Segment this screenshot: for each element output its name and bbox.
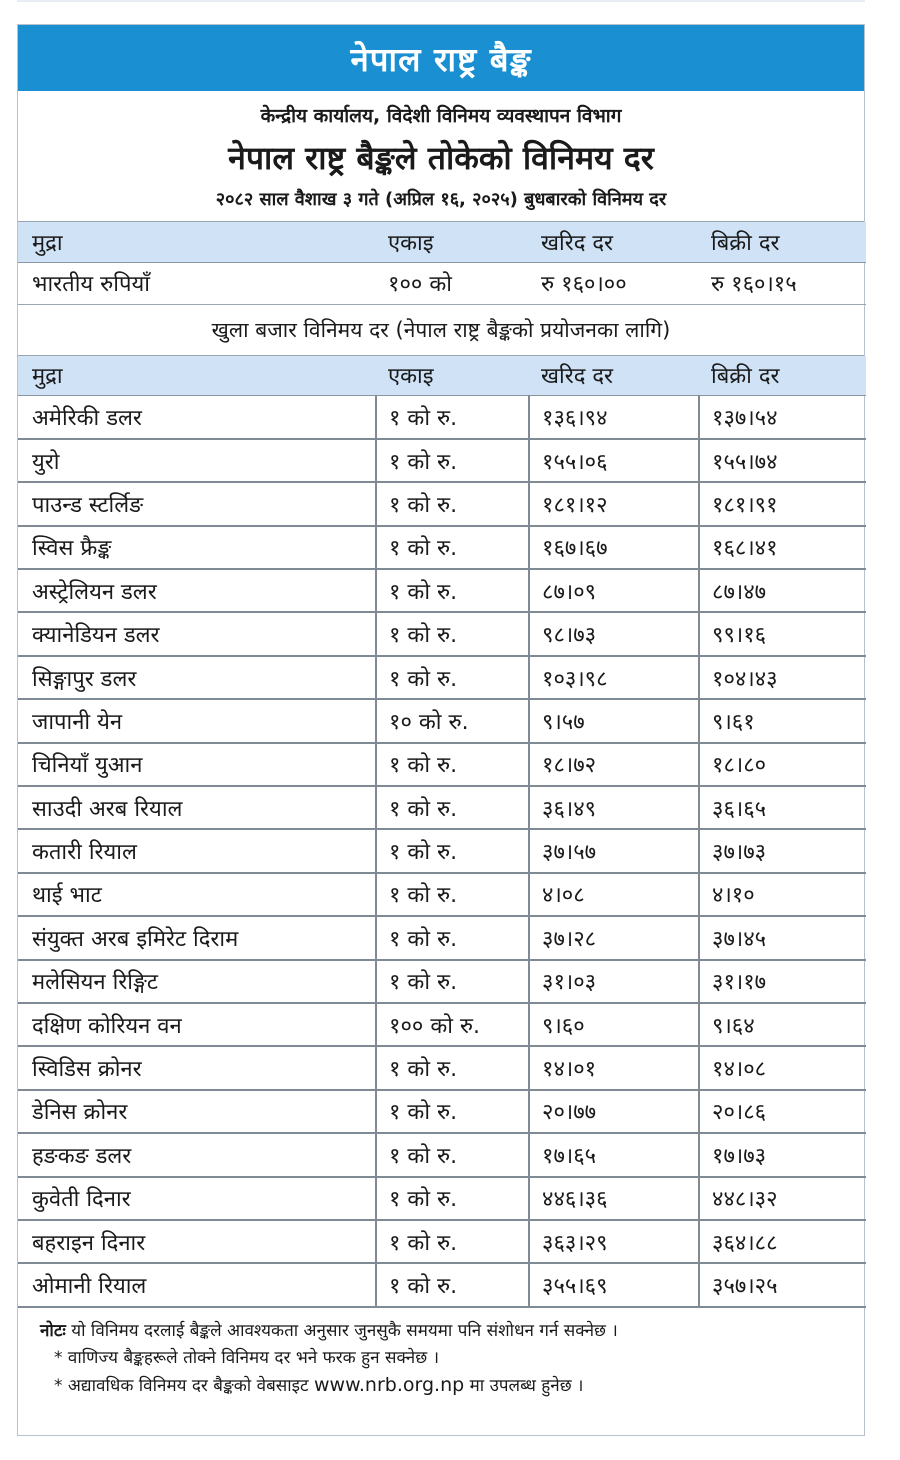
cell-unit: १ को रु.	[376, 526, 529, 569]
col-header-currency: मुद्रा	[18, 222, 376, 262]
cell-sell: ३७।७३	[699, 829, 866, 872]
cell-currency: अस्ट्रेलियन डलर	[18, 569, 376, 612]
table-row	[18, 526, 866, 569]
cell-buy: ३७।५७	[529, 829, 699, 872]
cell-unit: १ को रु.	[376, 1090, 529, 1133]
cell-unit: १ को रु.	[376, 612, 529, 655]
cell-unit: १ को रु.	[376, 482, 529, 525]
cell-currency: साउदी अरब रियाल	[18, 786, 376, 829]
cell-unit: १ को रु.	[376, 1263, 529, 1306]
cell-currency: क्यानेडियन डलर	[18, 612, 376, 655]
top-rule	[17, 0, 865, 2]
note-text-1: यो विनिमय दरलाई बैङ्कले आवश्यकता अनुसार जुनसुकै समयमा पनि संशोधन गर्न सक्नेछ ।	[71, 1320, 618, 1341]
col-header-buy: खरिद दर	[529, 222, 699, 262]
cell-sell: ९।६१	[699, 699, 866, 742]
cell-unit: १०० को रु.	[376, 1003, 529, 1046]
cell-unit: १ को रु.	[376, 786, 529, 829]
table-row	[18, 829, 866, 872]
table-row	[18, 1003, 866, 1046]
cell-buy: २०।७७	[529, 1090, 699, 1133]
indian-rupee-row	[18, 262, 866, 304]
note-line-1	[40, 1318, 864, 1345]
cell-currency: अमेरिकी डलर	[18, 396, 376, 439]
cell-currency: थाई भाट	[18, 873, 376, 916]
col-header-currency: मुद्रा	[18, 356, 376, 396]
cell-sell: ४।१०	[699, 873, 866, 916]
cell-sell: ३१।१७	[699, 960, 866, 1003]
cell-currency: सिङ्गापुर डलर	[18, 656, 376, 699]
cell-currency: जापानी येन	[18, 699, 376, 742]
indian-rupee-table	[18, 222, 866, 305]
note-text-3-suffix: मा उपलब्ध हुनेछ ।	[469, 1375, 584, 1396]
cell-buy: १४।०१	[529, 1046, 699, 1089]
cell-unit: १०० को	[376, 262, 529, 304]
cell-unit: १० को रु.	[376, 699, 529, 742]
cell-sell: ४४८।३२	[699, 1177, 866, 1220]
cell-buy: ४।०८	[529, 873, 699, 916]
cell-buy: ८७।०९	[529, 569, 699, 612]
cell-currency: चिनियाँ युआन	[18, 743, 376, 786]
table-row	[18, 439, 866, 482]
open-market-title: खुला बजार विनिमय दर (नेपाल राष्ट्र बैङ्कको प्रयोजनका लागि)	[18, 305, 864, 356]
cell-sell: २०।८६	[699, 1090, 866, 1133]
cell-buy: ४४६।३६	[529, 1177, 699, 1220]
cell-sell: १७।७३	[699, 1133, 866, 1176]
date-line: २०८२ साल वैशाख ३ गते (अप्रिल १६, २०२५) बुधबारको विनिमय दर	[18, 185, 864, 222]
cell-unit: १ को रु.	[376, 1046, 529, 1089]
cell-buy: ३१।०३	[529, 960, 699, 1003]
department-line: केन्द्रीय कार्यालय, विदेशी विनिमय व्यवस्थापन विभाग	[260, 105, 622, 127]
cell-sell: १०४।४३	[699, 656, 866, 699]
col-header-sell: बिक्री दर	[699, 356, 866, 396]
cell-unit: १ को रु.	[376, 916, 529, 959]
cell-buy: ९८।७३	[529, 612, 699, 655]
table-row	[18, 1263, 866, 1306]
cell-buy: १३६।९४	[529, 396, 699, 439]
cell-buy: १०३।९८	[529, 656, 699, 699]
cell-sell: रु १६०।१५	[699, 262, 866, 304]
cell-buy: रु १६०।००	[529, 262, 699, 304]
cell-buy: ९।६०	[529, 1003, 699, 1046]
cell-sell: ८७।४७	[699, 569, 866, 612]
exchange-rate-card	[17, 24, 865, 1436]
cell-currency: संयुक्त अरब इमिरेट दिराम	[18, 916, 376, 959]
cell-sell: ३७।४५	[699, 916, 866, 959]
cell-currency: हङकङ डलर	[18, 1133, 376, 1176]
col-header-unit: एकाइ	[376, 222, 529, 262]
table-row	[18, 1133, 866, 1176]
cell-buy: ९।५७	[529, 699, 699, 742]
cell-unit: १ को रु.	[376, 439, 529, 482]
cell-unit: १ को रु.	[376, 1177, 529, 1220]
open-market-table	[18, 356, 866, 1308]
bank-name-banner: नेपाल राष्ट्र बैङ्क	[18, 25, 864, 91]
col-header-unit: एकाइ	[376, 356, 529, 396]
cell-buy: १८१।१२	[529, 482, 699, 525]
cell-sell: ३५७।२५	[699, 1263, 866, 1306]
cell-currency: भारतीय रुपियाँ	[18, 262, 376, 304]
note-label: नोटः	[40, 1320, 66, 1341]
cell-unit: १ को रु.	[376, 569, 529, 612]
cell-currency: कुवेती दिनार	[18, 1177, 376, 1220]
cell-unit: १ को रु.	[376, 829, 529, 872]
table-row	[18, 1090, 866, 1133]
table-row	[18, 396, 866, 439]
cell-buy: ३७।२८	[529, 916, 699, 959]
indian-table-header	[18, 222, 866, 262]
cell-currency: ओमानी रियाल	[18, 1263, 376, 1306]
note-line-3	[40, 1372, 864, 1400]
website-link[interactable]: www.nrb.org.np	[314, 1373, 465, 1396]
table-row	[18, 699, 866, 742]
cell-currency: युरो	[18, 439, 376, 482]
cell-unit: १ को रु.	[376, 1133, 529, 1176]
table-row	[18, 960, 866, 1003]
cell-buy: ३६३।२९	[529, 1220, 699, 1263]
cell-unit: १ को रु.	[376, 1220, 529, 1263]
cell-currency: मलेसियन रिङ्गिट	[18, 960, 376, 1003]
cell-unit: १ को रु.	[376, 960, 529, 1003]
cell-sell: १८१।९१	[699, 482, 866, 525]
table-row	[18, 656, 866, 699]
cell-currency: स्विस फ्रैङ्क	[18, 526, 376, 569]
col-header-sell: बिक्री दर	[699, 222, 866, 262]
cell-sell: १५५।७४	[699, 439, 866, 482]
table-row	[18, 569, 866, 612]
cell-sell: १३७।५४	[699, 396, 866, 439]
table-row	[18, 482, 866, 525]
cell-currency: डेनिस क्रोनर	[18, 1090, 376, 1133]
cell-currency: पाउन्ड स्टर्लिङ	[18, 482, 376, 525]
note-text-3-prefix: * अद्यावधिक विनिमय दर बैङ्कको वेबसाइट	[54, 1375, 309, 1396]
cell-unit: १ को रु.	[376, 743, 529, 786]
col-header-buy: खरिद दर	[529, 356, 699, 396]
page-title: नेपाल राष्ट्र बैङ्कले तोकेको विनिमय दर	[228, 139, 654, 177]
cell-unit: १ को रु.	[376, 873, 529, 916]
table-row	[18, 916, 866, 959]
cell-currency: दक्षिण कोरियन वन	[18, 1003, 376, 1046]
table-row	[18, 786, 866, 829]
notes-section	[18, 1308, 864, 1400]
cell-sell: ९।६४	[699, 1003, 866, 1046]
cell-sell: ३६४।८८	[699, 1220, 866, 1263]
cell-unit: १ को रु.	[376, 656, 529, 699]
cell-sell: ३६।६५	[699, 786, 866, 829]
cell-sell: १८।८०	[699, 743, 866, 786]
cell-sell: ९९।१६	[699, 612, 866, 655]
open-table-header	[18, 356, 866, 396]
note-line-2: * वाणिज्य बैङ्कहरूले तोक्ने विनिमय दर भने फरक हुन सक्नेछ ।	[54, 1347, 440, 1368]
cell-buy: १७।६५	[529, 1133, 699, 1176]
table-row	[18, 1046, 866, 1089]
cell-currency: कतारी रियाल	[18, 829, 376, 872]
cell-unit: १ को रु.	[376, 396, 529, 439]
cell-sell: १६८।४१	[699, 526, 866, 569]
table-row	[18, 1220, 866, 1263]
cell-buy: १५५।०६	[529, 439, 699, 482]
cell-buy: ३६।४९	[529, 786, 699, 829]
cell-buy: १८।७२	[529, 743, 699, 786]
table-row	[18, 1177, 866, 1220]
cell-sell: १४।०८	[699, 1046, 866, 1089]
cell-currency: बहराइन दिनार	[18, 1220, 376, 1263]
table-row	[18, 743, 866, 786]
table-row	[18, 873, 866, 916]
table-row	[18, 612, 866, 655]
cell-buy: ३५५।६९	[529, 1263, 699, 1306]
cell-currency: स्विडिस क्रोनर	[18, 1046, 376, 1089]
cell-buy: १६७।६७	[529, 526, 699, 569]
